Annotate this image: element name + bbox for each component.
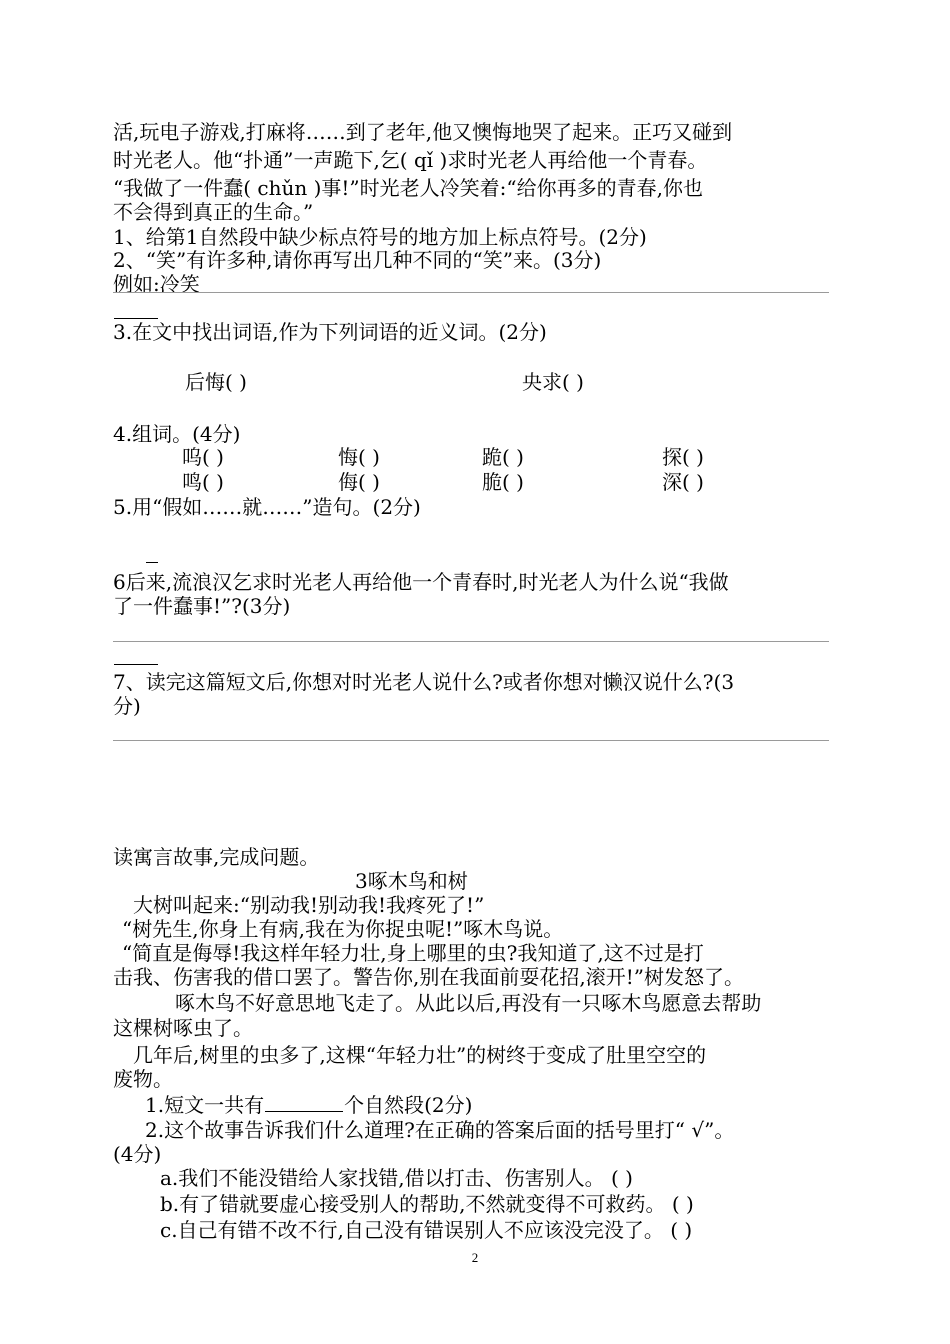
question-3: 3.在文中找出词语,作为下列词语的近义词。(2分) bbox=[113, 320, 547, 344]
passage1-line-4: 不会得到真正的生命。” bbox=[113, 200, 314, 224]
passage2-intro: 读寓言故事,完成问题。 bbox=[113, 845, 320, 869]
question-7-line-1: 7、读完这篇短文后,你想对时光老人说什么?或者你想对懒汉说什么?(3 bbox=[113, 670, 735, 694]
passage2-line-6: 这棵树啄虫了。 bbox=[113, 1016, 253, 1040]
passage2-line-7: 几年后,树里的虫多了,这棵“年轻力壮”的树终于变成了肚里空空的 bbox=[133, 1043, 707, 1067]
question-1: 1、给第1自然段中缺少标点符号的地方加上标点符号。(2分) bbox=[113, 225, 647, 249]
question-2-example: 例如:冷笑 bbox=[113, 272, 200, 296]
p2-q1-suffix: 个自然段(2分) bbox=[344, 1093, 473, 1117]
q4-row1-item-2: 悔( ) bbox=[338, 445, 380, 469]
question-6-line-1: 6后来,流浪汉乞求时光老人再给他一个青春时,时光老人为什么说“我做 bbox=[113, 570, 729, 594]
q3-item-2: 央求( ) bbox=[522, 370, 584, 394]
page-number: 2 bbox=[471, 1250, 479, 1265]
p2-q1-blank[interactable] bbox=[265, 1093, 343, 1112]
passage2-line-8: 废物。 bbox=[113, 1067, 173, 1091]
q4-row2-item-4: 深( ) bbox=[662, 470, 704, 494]
answer-line-q6[interactable] bbox=[113, 641, 829, 642]
question-7-line-2: 分) bbox=[113, 694, 141, 718]
q3-item-1: 后悔( ) bbox=[185, 370, 247, 394]
question-6-line-2: 了一件蠢事!”?(3分) bbox=[113, 594, 291, 618]
passage1-line-2: 时光老人。他“扑通”一声跪下,乞( qǐ )求时光老人再给他一个青春。 bbox=[113, 148, 708, 172]
passage2-line-1: 大树叫起来:“别动我!别动我!我疼死了!” bbox=[133, 893, 485, 917]
p2-question-2-line-2: (4分) bbox=[113, 1142, 162, 1166]
passage1-line-3: “我做了一件蠢( chǔn )事!”时光老人冷笑着:“给你再多的青春,你也 bbox=[113, 176, 703, 200]
p2-option-b[interactable]: b.有了错就要虚心接受别人的帮助,不然就变得不可救药。 ( ) bbox=[160, 1192, 694, 1216]
passage2-title: 3啄木鸟和树 bbox=[355, 869, 468, 893]
answer-line-q7[interactable] bbox=[113, 740, 829, 741]
passage2-line-4: 击我、伤害我的借口罢了。警告你,别在我面前耍花招,滚开!”树发怒了。 bbox=[113, 965, 744, 989]
answer-stub-q6 bbox=[114, 664, 158, 665]
q4-row2-item-3: 脆( ) bbox=[482, 470, 524, 494]
question-2: 2、“笑”有许多种,请你再写出几种不同的“笑”来。(3分) bbox=[113, 248, 602, 272]
q4-row1-item-1: 呜( ) bbox=[182, 445, 224, 469]
q4-row1-item-3: 跪( ) bbox=[482, 445, 524, 469]
answer-stub-q2 bbox=[114, 318, 158, 319]
question-4: 4.组词。(4分) bbox=[113, 422, 241, 446]
q4-row2-item-1: 鸣( ) bbox=[182, 470, 224, 494]
passage2-line-3: “简直是侮辱!我这样年轻力壮,身上哪里的虫?我知道了,这不过是打 bbox=[122, 941, 704, 965]
answer-line-q2[interactable] bbox=[113, 292, 829, 293]
passage1-line-1: 活,玩电子游戏,打麻将……到了老年,他又懊悔地哭了起来。正巧又碰到 bbox=[113, 120, 733, 144]
passage2-line-2: “树先生,你身上有病,我在为你捉虫呢!”啄木鸟说。 bbox=[122, 917, 564, 941]
p2-option-c[interactable]: c.自己有错不改不行,自己没有错误别人不应该没完没了。 ( ) bbox=[160, 1218, 693, 1242]
p2-question-1 bbox=[145, 1093, 472, 1117]
p2-q1-prefix: 1.短文一共有 bbox=[145, 1093, 265, 1117]
passage2-line-5: 啄木鸟不好意思地飞走了。从此以后,再没有一只啄木鸟愿意去帮助 bbox=[175, 991, 762, 1015]
q4-row2-item-2: 侮( ) bbox=[338, 470, 380, 494]
p2-option-a[interactable]: a.我们不能没错给人家找错,借以打击、伤害别人。 ( ) bbox=[160, 1166, 633, 1190]
question-5: 5.用“假如……就……”造句。(2分) bbox=[113, 495, 421, 519]
answer-stub-q5 bbox=[146, 562, 158, 563]
p2-question-2-line-1: 2.这个故事告诉我们什么道理?在正确的答案后面的括号里打“ √”。 bbox=[145, 1118, 735, 1142]
q4-row1-item-4: 探( ) bbox=[662, 445, 704, 469]
